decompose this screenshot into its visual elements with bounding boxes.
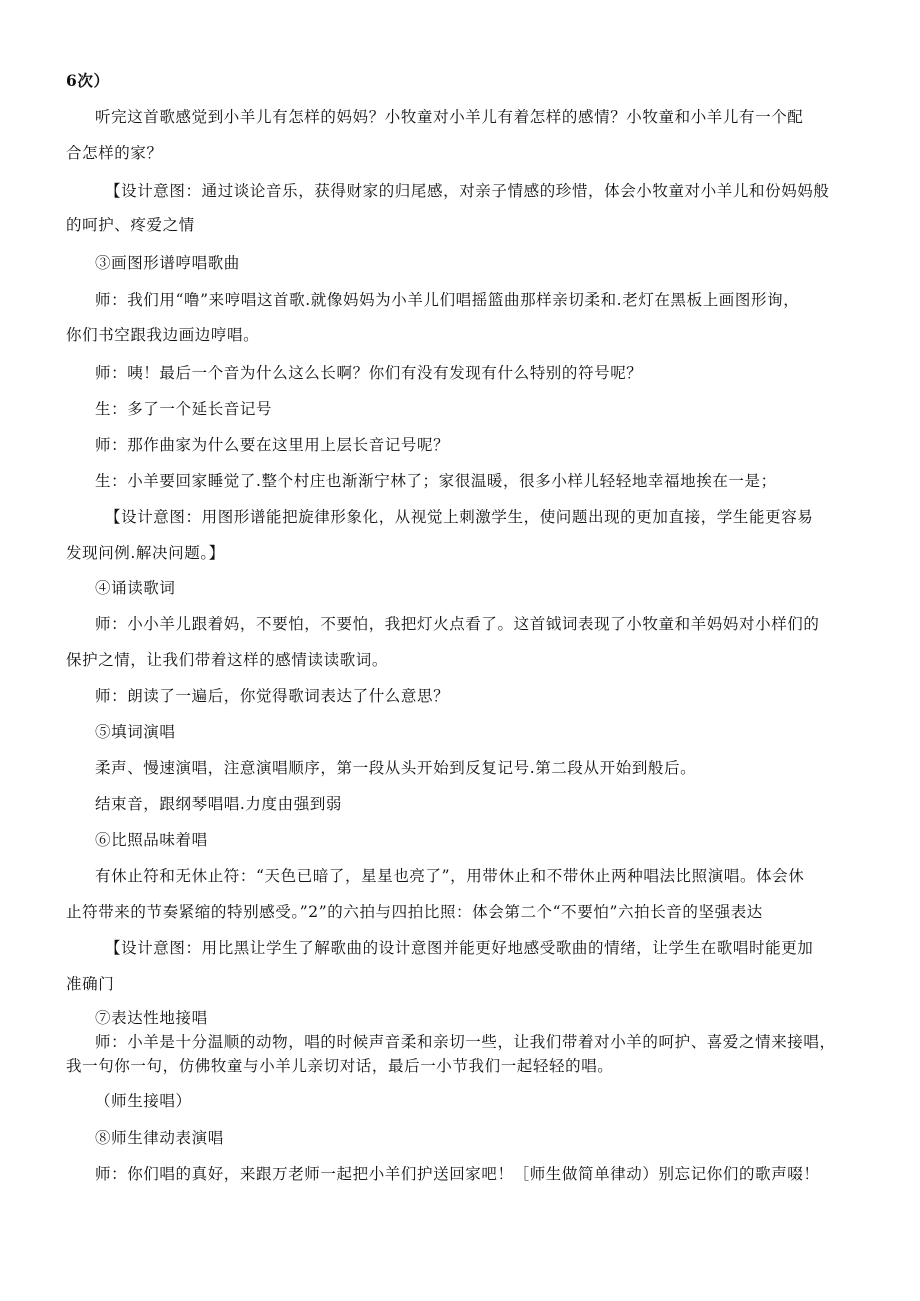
- design-note-3-cont: 准确门: [66, 975, 115, 993]
- text-line-call-response: （师生接唱）: [95, 1092, 192, 1110]
- text-line-question-cont: 合怎样的家？: [66, 144, 163, 162]
- text-line-teacher-7: 师：你们唱的真好，来跟万老师一起把小羊们护送回家吧！［师生做简单律动）别忘记你们的歌声啜！: [95, 1165, 820, 1183]
- section-heading-6: ⑥比照品味着唱: [95, 831, 208, 849]
- text-line-teacher-3: 师：那作曲家为什么要在这里用上层长音记号呢？: [95, 436, 450, 454]
- section-heading-3: ③画图形谱哼唱歌曲: [95, 254, 240, 272]
- text-line-teacher-6: 师：小羊是十分温顺的动物，唱的时候声音柔和亲切一些，让我们带着对小羊的呵护、喜爱之情来接唱，: [95, 1033, 836, 1051]
- text-line-compare-1: 有休止符和无休止符：“天色已暗了，星星也亮了”，用带休止和不带休止两种唱法比照演唱。体会休: [95, 867, 805, 885]
- text-line-student-2: 生：小羊要回家睡觉了.整个村庄也渐渐宁林了；家很温暖，很多小样儿轻轻地幸福地挨在一是；: [95, 472, 777, 490]
- text-line-teacher-4: 师：小小羊儿跟着妈，不要怕，不要怕，我把灯火点看了。这首钺词表现了小牧童和羊妈妈对小样们的: [95, 615, 820, 633]
- text-line-sing-1: 柔声、慢速演唱，注意演唱顺序，第一段从头开始到反复记号.第二段从开始到般后。: [95, 759, 697, 777]
- section-heading-5: ⑤填词演唱: [95, 723, 176, 741]
- text-line-continuation: 6次）: [66, 71, 110, 90]
- design-note-1-cont: 的呵护、疼爱之情: [66, 216, 195, 234]
- text-line-teacher-5: 师：朗读了一遍后，你觉得歌词表达了什么意思？: [95, 687, 450, 705]
- text-line-teacher-4-cont: 保护之情，让我们带着这样的感情读读歌词。: [66, 651, 389, 669]
- text-line-teacher-6-cont: 我一句你一句，仿佛牧童与小羊儿亲切对话，最后一小节我们一起轻轻的唱。: [66, 1057, 614, 1075]
- section-heading-8: ⑧师生律动表演唱: [95, 1129, 224, 1147]
- text-line-teacher-1-cont: 你们书空跟我边画边哼唱。: [66, 326, 260, 344]
- text-line-compare-2: 止符带来的节奏紧缩的特别感受。”2”的六拍与四拍比照：体会第二个“不要怕”六拍长音的坚强表达: [66, 903, 763, 921]
- design-note-2: 【设计意图：用图形谱能把旋律形象化，从视觉上刺激学生，使问题出现的更加直接，学生能更容易: [105, 508, 814, 526]
- section-heading-7: ⑦表达性地接唱: [95, 1009, 208, 1027]
- design-note-3: 【设计意图：用比黑让学生了解歌曲的设计意图并能更好地感受歌曲的情绪，让学生在歌唱时能更加: [105, 939, 814, 957]
- section-heading-4: ④诵读歌词: [95, 579, 176, 597]
- text-line-teacher-2: 师：咦！最后一个音为什么这么长啊？你们有没有发现有什么特别的符号呢？: [95, 364, 643, 382]
- text-line-student-1: 生：多了一个延长音记号: [95, 400, 273, 418]
- design-note-2-cont: 发现问例.解决问题。】: [66, 544, 225, 562]
- text-line-teacher-1: 师：我们用“噜”来哼唱这首歌.就像妈妈为小羊儿们唱摇篮曲那样亲切柔和.老灯在黑板上画图形询，: [95, 291, 800, 309]
- text-line-question: 听完这首歌感觉到小羊儿有怎样的妈妈？小牧童对小羊儿有着怎样的感情？小牧童和小羊儿有一个配: [95, 108, 804, 126]
- text-line-sing-2: 结束音，跟纲琴唱唱.力度由强到弱: [95, 795, 343, 813]
- design-note-1: 【设计意图：通过谈论音乐，获得财家的归尾感，对亲子情感的珍惜，体会小牧童对小羊儿和份妈妈般: [105, 182, 830, 200]
